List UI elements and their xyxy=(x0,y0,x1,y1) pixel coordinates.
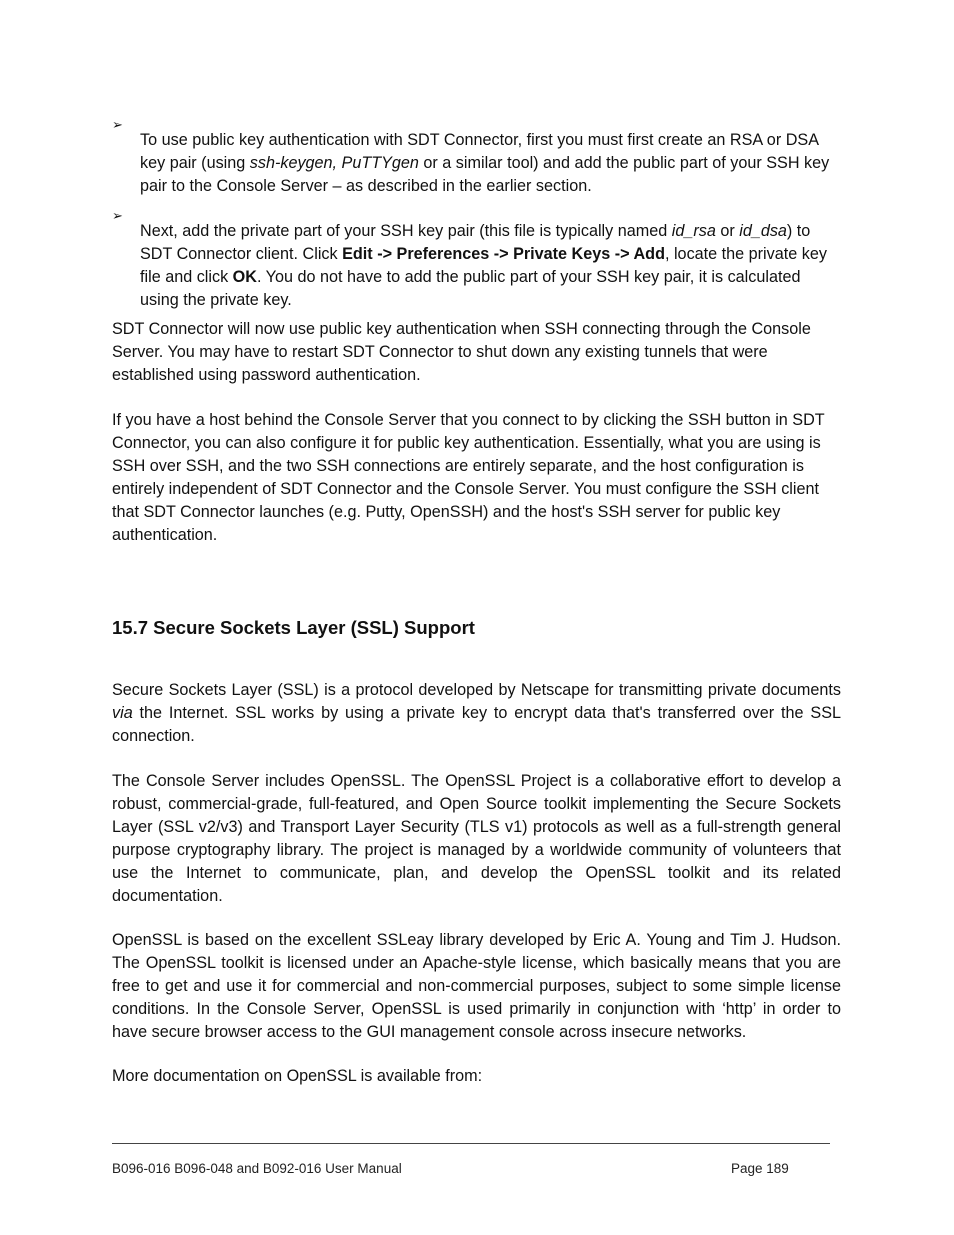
bullet-text: To use public key authentication with SDT Connector, first you must first create an RSA or DSA key pair (using ssh-keygen, PuTTYgen or a similar tool) and add the public part of your SSH key pair to the Console Server – as described in the earlier section. xyxy=(140,131,830,196)
footer-page-number: Page 189 xyxy=(731,1161,789,1176)
paragraph-ssl-intro: Secure Sockets Layer (SSL) is a protocol developed by Netscape for transmitting private documents via the Internet. SSL works by using a private key to encrypt data that's transferred over the SSL connection. xyxy=(112,681,841,745)
paragraph-more-docs: More documentation on OpenSSL is available from: xyxy=(112,1067,483,1085)
paragraph-openssl-license: OpenSSL is based on the excellent SSLeay library developed by Eric A. Young and Tim J. Hudson. The OpenSSL toolkit is licensed under an Apache-style license, which basically means that you are free to get and use it for commercial and non-commercial purposes, subject to some simple license conditions. In the Console Server, OpenSSL is used primarily in conjunction with ‘http’ in order to have secure browser access to the GUI management console across insecure networks. xyxy=(112,931,841,1041)
section-heading: 15.7 Secure Sockets Layer (SSL) Support xyxy=(112,617,475,638)
paragraph-openssl-project: The Console Server includes OpenSSL. The OpenSSL Project is a collaborative effort to develop a robust, commercial-grade, full-featured, and Open Source toolkit implementing the Secure Sockets Layer (SSL v2/v3) and Transport Layer Security (TLS v1) protocols as well as a full-strength general purpose cryptography library. The project is managed by a worldwide community of volunteers that use the Internet to communicate, plan, and develop the OpenSSL toolkit and its related documentation. xyxy=(112,772,841,905)
paragraph-ssh-over-ssh: If you have a host behind the Console Server that you connect to by clicking the SSH button in SDT Connector, you can also configure it for public key authentication. Essentially, what you are using is SSH over SSH, and the two SSH connections are entirely separate, and the host configuration is entirely independent of SDT Connector and the Console Server. You must configure the SSH client that SDT Connector launches (e.g. Putty, OpenSSH) and the host's SSH server for public key authentication. xyxy=(112,411,825,544)
bullet-item-1 xyxy=(112,113,841,214)
arrow-bullet-icon: ➢ xyxy=(112,117,123,132)
bullet-item-2 xyxy=(112,204,841,328)
footer-divider xyxy=(112,1143,830,1144)
bullet-text: Next, add the private part of your SSH key pair (this file is typically named id_rsa or id_dsa) to SDT Connector client. Click Edit -> Preferences -> Private Keys -> Add, locate the private key file and click OK. You do not have to add the public part of your SSH key pair, it is calculated using the private key. xyxy=(140,222,827,310)
footer-manual-title: B096-016 B096-048 and B092-016 User Manual xyxy=(112,1161,402,1176)
paragraph-sdt-public-key: SDT Connector will now use public key authentication when SSH connecting through the Console Server. You may have to restart SDT Connector to shut down any existing tunnels that were established using password authentication. xyxy=(112,320,811,384)
arrow-bullet-icon: ➢ xyxy=(112,208,123,223)
